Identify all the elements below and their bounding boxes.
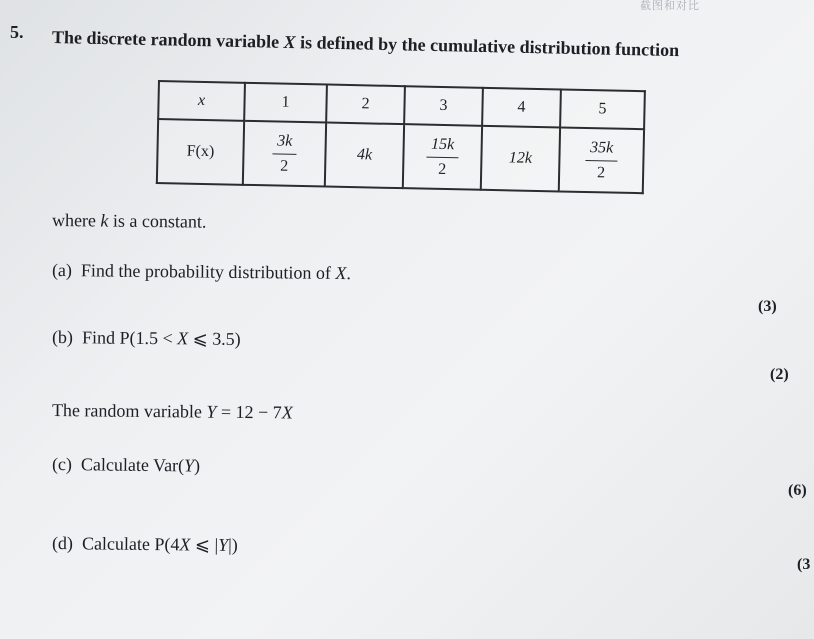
part-c-variable: Y	[184, 455, 195, 476]
fraction	[426, 135, 458, 179]
part-a-variable: X	[335, 262, 347, 284]
y-def-prefix: The random variable	[51, 400, 207, 422]
f-value-cell	[559, 127, 644, 193]
part-d-label: (d)	[51, 533, 74, 554]
question-stem	[52, 27, 680, 61]
part-c-marks: (6)	[788, 482, 807, 499]
where-prefix: where	[51, 210, 101, 231]
f-value-cell: 4k	[325, 123, 404, 189]
part-d-variable-y: Y	[218, 534, 229, 555]
part-c-text: Calculate Var(	[80, 454, 185, 476]
part-a-label: (a)	[51, 260, 73, 281]
fraction-numerator: 15k	[427, 135, 459, 158]
part-b	[52, 327, 241, 350]
fraction	[272, 132, 296, 176]
x-header-cell: x	[158, 81, 245, 121]
fraction-denominator: 2	[280, 157, 289, 175]
part-c-label: (c)	[51, 454, 73, 475]
y-definition	[52, 400, 293, 424]
part-d-marks: (3	[797, 556, 811, 573]
f-value-cell: 12k	[481, 126, 560, 192]
fraction	[585, 138, 617, 182]
fraction-denominator: 2	[596, 163, 606, 181]
y-def-mid: = 12 − 7	[216, 401, 282, 423]
part-c-end: )	[194, 455, 201, 476]
x-value-cell: 1	[244, 83, 327, 123]
stem-suffix: is defined by the cumulative distribution function	[295, 32, 680, 61]
part-d-mid: ⩽ |	[190, 534, 219, 555]
part-b-variable: X	[177, 328, 189, 349]
part-a-text: Find the probability distribution of	[80, 260, 336, 283]
table-row-f	[157, 119, 644, 193]
cdf-table	[156, 80, 646, 194]
f-value-cell	[243, 121, 326, 187]
x-value-cell: 2	[326, 85, 405, 125]
y-def-variable: Y	[206, 401, 217, 422]
part-d-variable: X	[179, 534, 191, 555]
part-b-text: Find P(1.5 <	[81, 327, 178, 349]
fraction-numerator: 3k	[273, 132, 297, 155]
stem-variable: X	[283, 31, 296, 53]
y-def-variable-x: X	[281, 402, 293, 423]
x-value-cell: 4	[482, 88, 561, 128]
part-b-marks: (2)	[770, 366, 789, 383]
part-a	[52, 260, 351, 284]
f-header-cell: F(x)	[157, 119, 244, 185]
stem-prefix: The discrete random variable	[51, 27, 284, 52]
part-d-text: Calculate P(4	[81, 533, 180, 555]
fraction-denominator: 2	[438, 160, 447, 178]
screenshot-watermark: 截图和对比	[640, 0, 700, 12]
part-c	[52, 454, 200, 477]
part-a-marks: (3)	[758, 298, 777, 315]
question-number: 5.	[10, 22, 24, 42]
where-suffix: is a constant.	[108, 210, 207, 232]
x-value-cell: 5	[560, 89, 645, 129]
where-line	[52, 210, 207, 233]
part-b-label: (b)	[51, 327, 74, 348]
part-d	[52, 533, 238, 556]
x-value-cell: 3	[404, 86, 483, 126]
part-a-end: .	[346, 263, 352, 284]
fraction-numerator: 35k	[586, 138, 618, 161]
f-value-cell	[403, 124, 482, 190]
where-variable: k	[100, 210, 109, 231]
part-b-end: ⩽ 3.5)	[188, 328, 241, 349]
part-d-end: |)	[228, 534, 238, 555]
